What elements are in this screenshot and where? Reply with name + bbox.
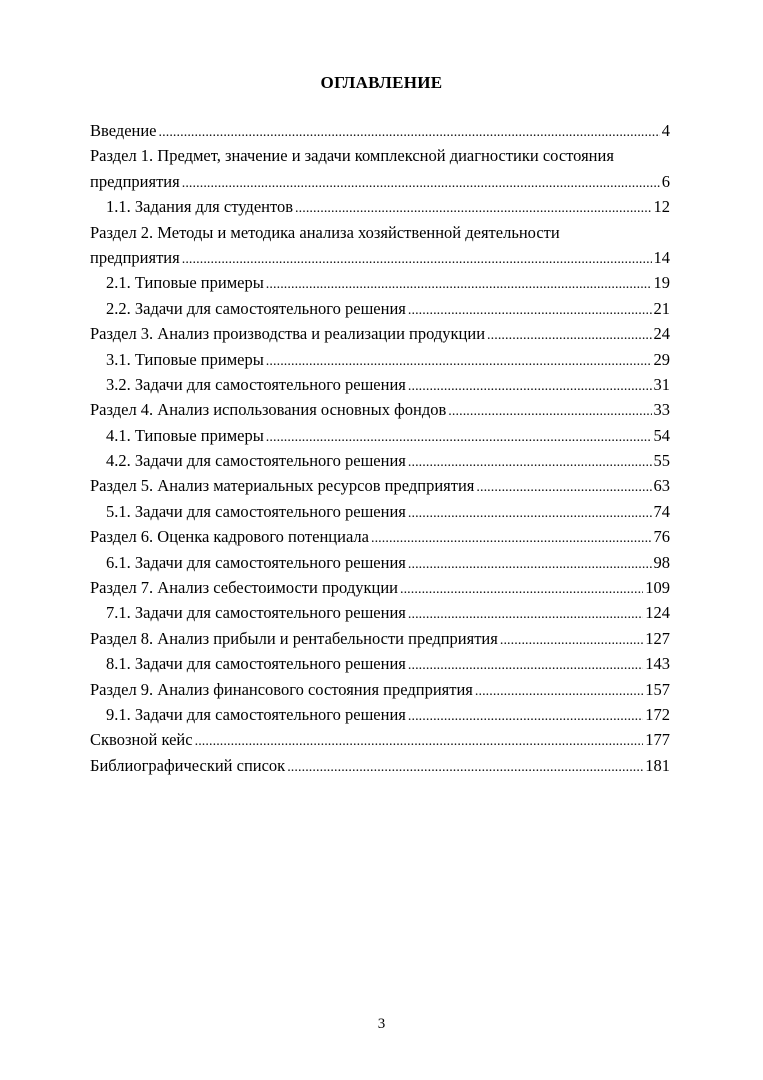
toc-entry-subsection-1-1[interactable] xyxy=(90,194,670,219)
dot-leader xyxy=(371,524,652,549)
toc-entry-subsection-5-1[interactable] xyxy=(90,499,670,524)
toc-entry-section-9[interactable] xyxy=(90,677,670,702)
toc-entry-section-1[interactable] xyxy=(90,143,670,194)
toc-entry-page: 24 xyxy=(653,324,670,344)
dot-leader xyxy=(408,702,643,727)
toc-entry-section-8[interactable] xyxy=(90,626,670,651)
page-number: 3 xyxy=(377,1016,386,1032)
toc-entry-section-3[interactable] xyxy=(90,321,670,346)
dot-leader xyxy=(408,600,643,625)
toc-entry-subsection-6-1[interactable] xyxy=(90,550,670,575)
toc-entry-page: 63 xyxy=(653,476,670,496)
toc-entry-page: 54 xyxy=(653,425,670,445)
dot-leader xyxy=(448,397,651,422)
toc-entry-page: 76 xyxy=(653,527,670,547)
toc-entry-text: Раздел 9. Анализ финансового состояния предприятия xyxy=(90,679,473,699)
toc-entry-text: 3.1. Типовые примеры xyxy=(106,349,264,369)
toc-entry-page: 181 xyxy=(645,755,670,775)
toc-entry-section-5[interactable] xyxy=(90,473,670,498)
toc-entry-text: 3.2. Задачи для самостоятельного решения xyxy=(106,374,406,394)
toc-entry-text: 9.1. Задачи для самостоятельного решения xyxy=(106,704,406,724)
toc-entry-text: 7.1. Задачи для самостоятельного решения xyxy=(106,603,406,623)
toc-entry-subsection-3-1[interactable] xyxy=(90,347,670,372)
dot-leader xyxy=(295,194,651,219)
toc-entry-text: Раздел 3. Анализ производства и реализации продукции xyxy=(90,324,486,344)
dot-leader xyxy=(408,651,643,676)
toc-entry-page: 33 xyxy=(653,400,670,420)
toc-entry-subsection-4-2[interactable] xyxy=(90,448,670,473)
toc-entry-text: Сквозной кейс xyxy=(90,730,193,750)
dot-leader xyxy=(408,550,652,575)
toc-entry-text: 4.1. Типовые примеры xyxy=(106,425,264,445)
toc-entry-introduction[interactable] xyxy=(90,118,670,143)
toc-entry-subsection-8-1[interactable] xyxy=(90,651,670,676)
toc-entry-page: 109 xyxy=(645,578,670,598)
toc-entry-page: 31 xyxy=(653,374,670,394)
toc-entry-page: 143 xyxy=(645,654,670,674)
dot-leader xyxy=(195,727,644,752)
table-of-contents xyxy=(90,118,670,778)
dot-leader xyxy=(500,626,643,651)
toc-entry-text: 6.1. Задачи для самостоятельного решения xyxy=(106,552,406,572)
toc-entry-text: 4.2. Задачи для самостоятельного решения xyxy=(106,451,406,471)
toc-entry-subsection-2-1[interactable] xyxy=(90,270,670,295)
toc-entry-text: 8.1. Задачи для самостоятельного решения xyxy=(106,654,406,674)
toc-entry-text-continuation: предприятия xyxy=(90,247,180,267)
toc-entry-text: 5.1. Задачи для самостоятельного решения xyxy=(106,501,406,521)
toc-entry-subsection-7-1[interactable] xyxy=(90,600,670,625)
dot-leader xyxy=(287,753,643,778)
toc-entry-subsection-2-2[interactable] xyxy=(90,296,670,321)
toc-entry-text-continuation: предприятия xyxy=(90,171,180,191)
toc-entry-text: Библиографический список xyxy=(90,755,286,775)
toc-entry-page: 19 xyxy=(653,273,670,293)
dot-leader xyxy=(476,473,651,498)
dot-leader xyxy=(400,575,643,600)
toc-entry-section-7[interactable] xyxy=(90,575,670,600)
toc-entry-page: 6 xyxy=(661,171,670,191)
dot-leader xyxy=(487,321,651,346)
dot-leader xyxy=(266,423,652,448)
toc-entry-text: Раздел 7. Анализ себестоимости продукции xyxy=(90,578,398,598)
toc-entry-section-6[interactable] xyxy=(90,524,670,549)
toc-entry-page: 127 xyxy=(645,628,670,648)
toc-entry-page: 21 xyxy=(653,298,670,318)
toc-entry-bibliography[interactable] xyxy=(90,753,670,778)
toc-entry-text: Введение xyxy=(90,121,157,140)
toc-entry-page: 124 xyxy=(645,603,670,623)
toc-entry-page: 4 xyxy=(661,121,670,140)
toc-entry-page: 98 xyxy=(653,552,670,572)
toc-entry-text: Раздел 1. Предмет, значение и задачи комплексной диагностики состояния xyxy=(90,146,614,166)
dot-leader xyxy=(266,270,652,295)
toc-entry-page: 55 xyxy=(653,451,670,471)
toc-entry-text: Раздел 5. Анализ материальных ресурсов предприятия xyxy=(90,476,475,496)
toc-entry-text: Раздел 8. Анализ прибыли и рентабельности предприятия xyxy=(90,628,498,648)
toc-entry-page: 157 xyxy=(645,679,670,699)
dot-leader xyxy=(408,372,652,397)
toc-entry-subsection-4-1[interactable] xyxy=(90,423,670,448)
toc-entry-case-study[interactable] xyxy=(90,727,670,752)
toc-entry-page: 12 xyxy=(653,197,670,217)
toc-entry-section-4[interactable] xyxy=(90,397,670,422)
dot-leader xyxy=(408,499,652,524)
toc-entry-text: Раздел 2. Методы и методика анализа хозяйственной деятельности xyxy=(90,222,560,242)
toc-entry-text: 2.2. Задачи для самостоятельного решения xyxy=(106,298,406,318)
toc-entry-section-2[interactable] xyxy=(90,220,670,271)
dot-leader xyxy=(182,169,660,194)
toc-entry-page: 177 xyxy=(645,730,670,750)
toc-entry-page: 74 xyxy=(653,501,670,521)
toc-entry-page: 172 xyxy=(645,704,670,724)
dot-leader xyxy=(182,245,652,270)
dot-leader xyxy=(266,347,652,372)
toc-entry-text: Раздел 4. Анализ использования основных фондов xyxy=(90,400,447,420)
toc-entry-page: 29 xyxy=(653,349,670,369)
toc-entry-text: 2.1. Типовые примеры xyxy=(106,273,264,293)
dot-leader xyxy=(408,448,652,473)
toc-entry-page: 14 xyxy=(653,247,670,267)
toc-title: ОГЛАВЛЕНИЕ xyxy=(320,73,443,92)
toc-entry-text: Раздел 6. Оценка кадрового потенциала xyxy=(90,527,369,547)
dot-leader xyxy=(159,118,660,143)
toc-entry-subsection-3-2[interactable] xyxy=(90,372,670,397)
dot-leader xyxy=(475,677,643,702)
toc-entry-subsection-9-1[interactable] xyxy=(90,702,670,727)
dot-leader xyxy=(408,296,652,321)
toc-entry-text: 1.1. Задания для студентов xyxy=(106,197,294,217)
